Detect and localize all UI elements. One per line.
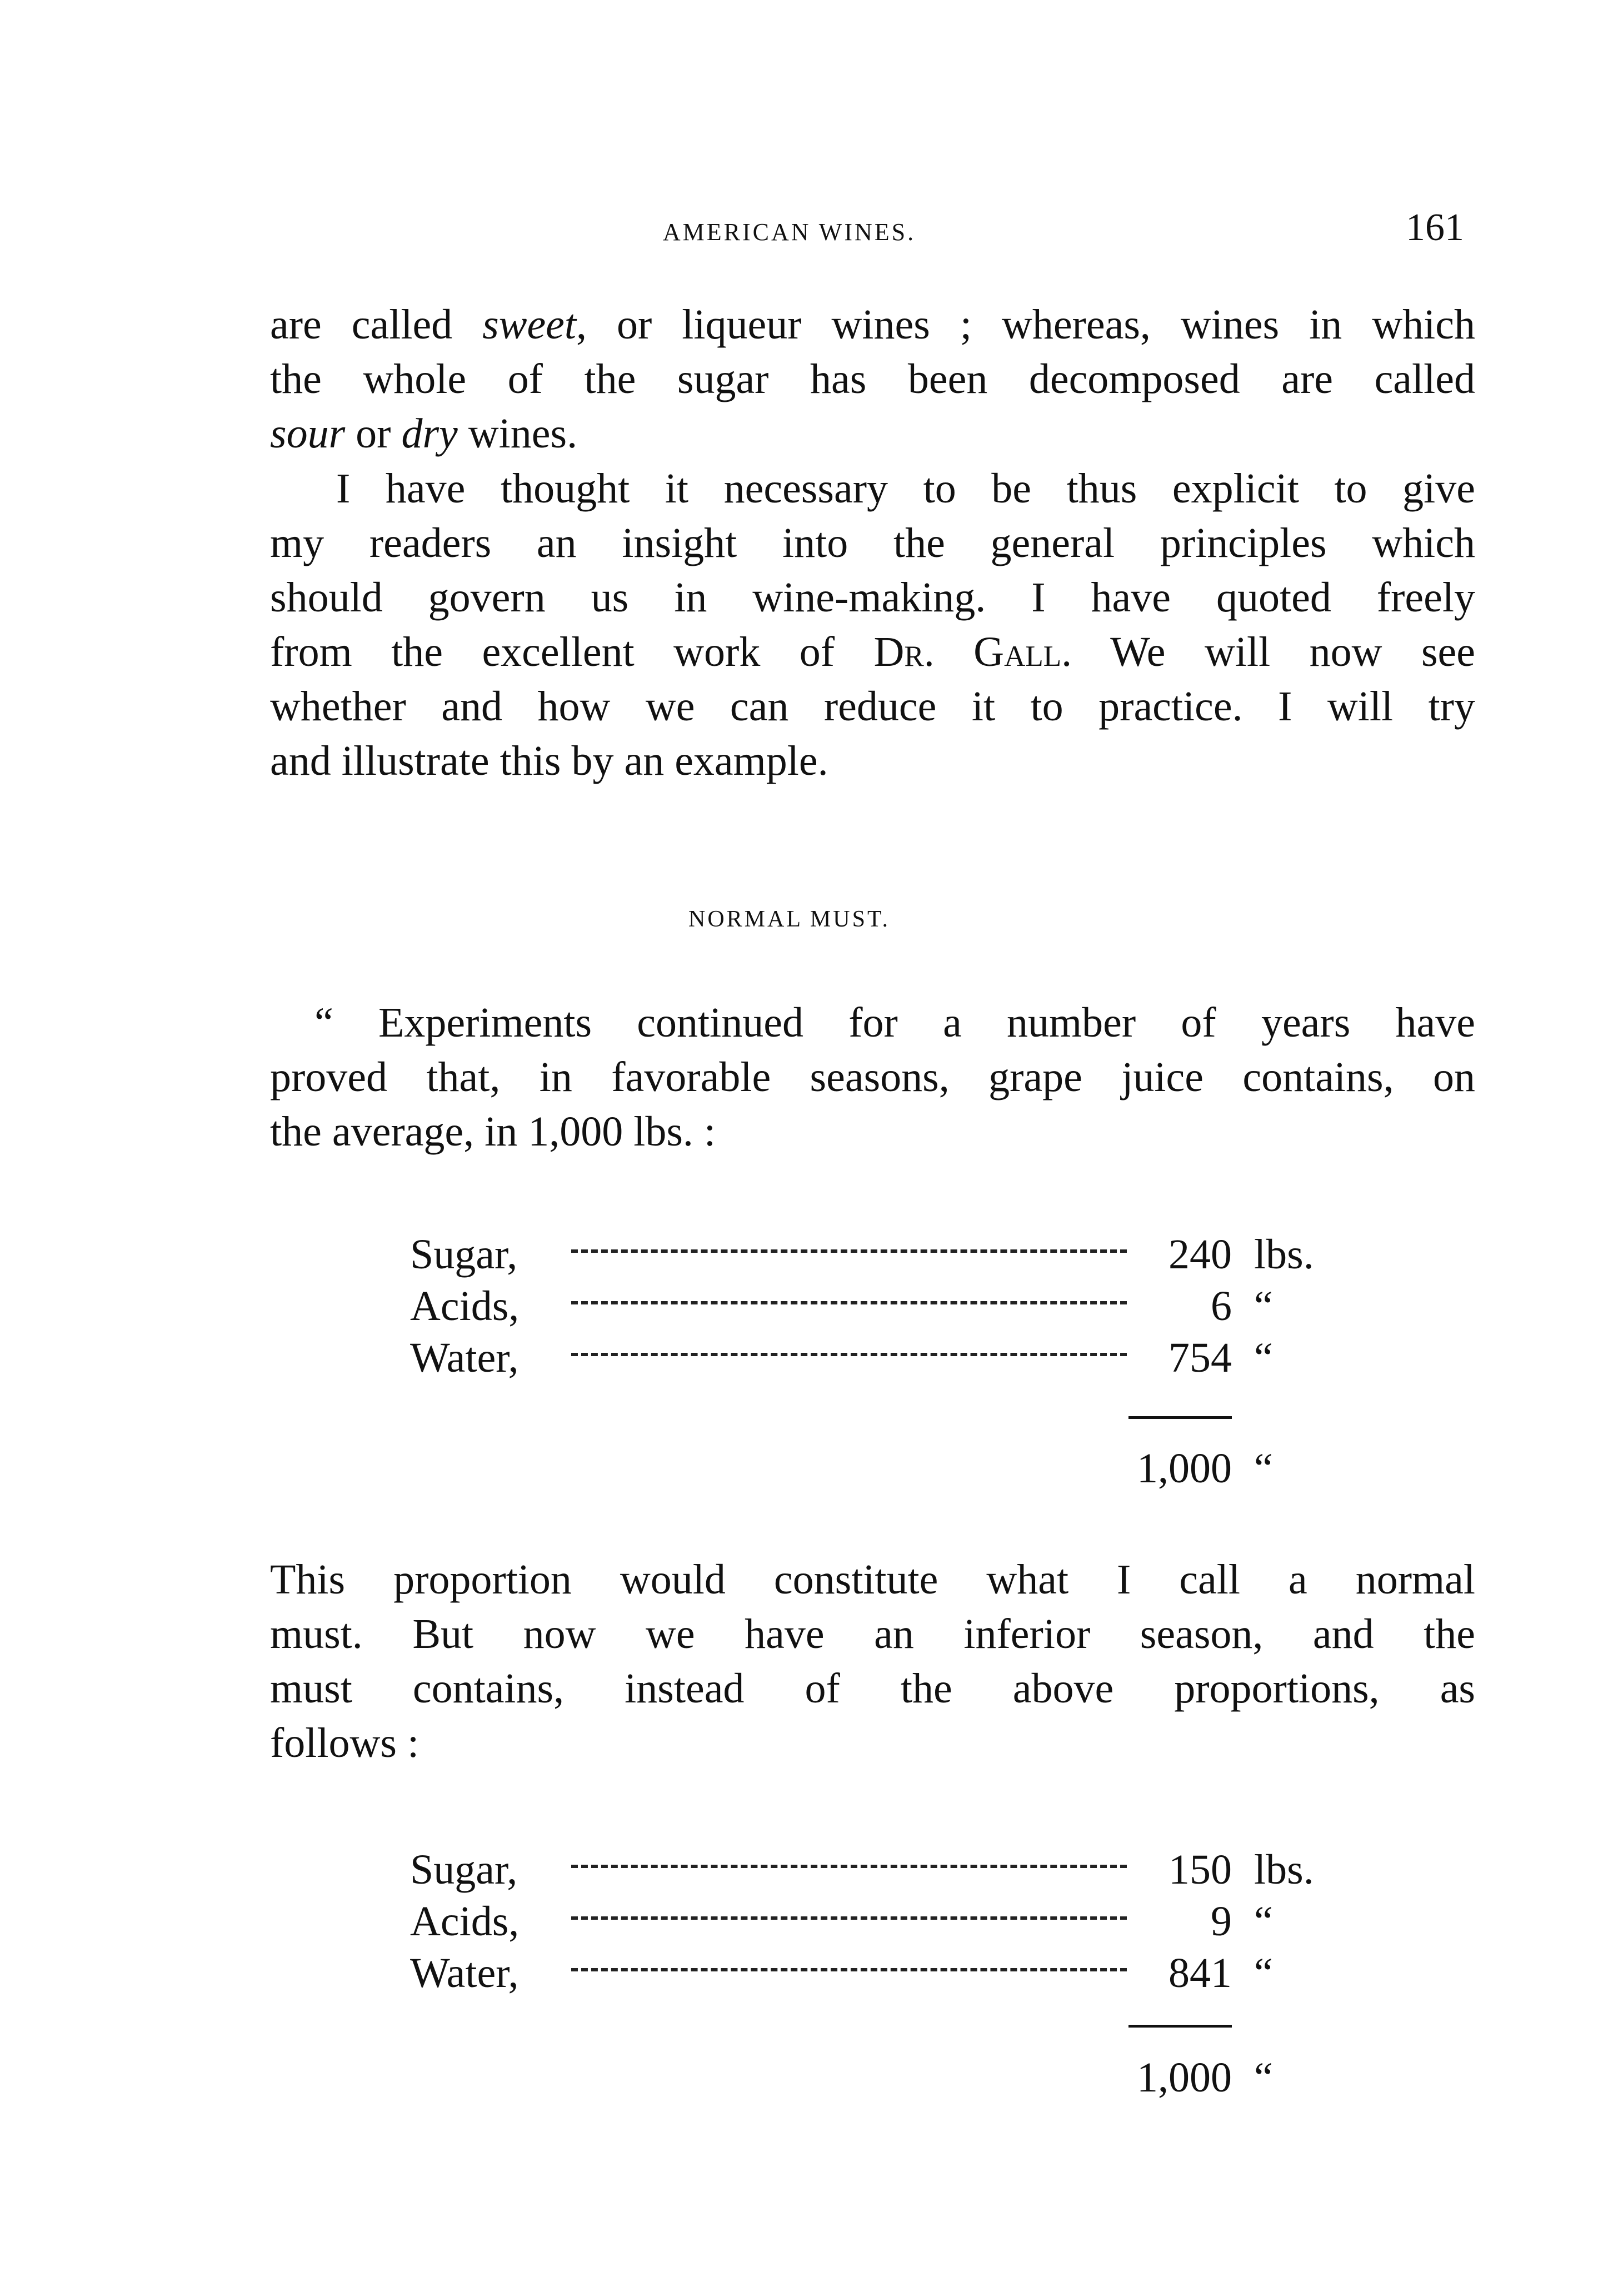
text-line: This proportion would constitute what I call a normal — [270, 1556, 1475, 1603]
total-value: 1,000 — [1137, 2054, 1232, 2101]
dot-leader — [571, 1301, 1127, 1304]
total-row — [410, 2050, 1355, 2105]
row-label: Water, — [410, 1334, 519, 1381]
row-unit: “ — [1254, 1334, 1273, 1381]
row-unit: lbs. — [1254, 1231, 1314, 1278]
text-line: sour or dry wines. — [270, 410, 578, 457]
row-unit: lbs. — [1254, 1846, 1314, 1893]
text-line: must contains, instead of the above proportions, as — [270, 1665, 1475, 1712]
table-row — [410, 1946, 1355, 2000]
dot-leader — [571, 1916, 1127, 1920]
text-line: the average, in 1,000 lbs. : — [270, 1108, 716, 1155]
text-line: from the excellent work of Dr. Gall. We will now see — [270, 629, 1475, 675]
table-row — [410, 1279, 1355, 1333]
sum-rule — [1128, 2025, 1232, 2028]
dot-leader — [571, 1968, 1127, 1971]
dot-leader — [571, 1249, 1127, 1253]
row-label: Acids, — [410, 1898, 520, 1945]
text-line: proved that, in favorable seasons, grape juice contains, on — [270, 1054, 1475, 1100]
row-label: Sugar, — [410, 1231, 518, 1278]
running-title: AMERICAN WINES. — [662, 218, 916, 246]
row-label: Sugar, — [410, 1846, 518, 1893]
text-line: “ Experiments continued for a number of years have — [314, 999, 1475, 1046]
text-line: should govern us in wine-making. I have quoted freely — [270, 574, 1475, 621]
section-heading: NORMAL MUST. — [688, 907, 891, 932]
row-unit: “ — [1254, 1283, 1273, 1329]
page-number: 161 — [1406, 206, 1464, 249]
dot-leader — [571, 1865, 1127, 1868]
row-label: Water, — [410, 1950, 519, 1996]
row-value: 841 — [1168, 1950, 1232, 1996]
total-unit: “ — [1254, 2054, 1273, 2101]
total-unit: “ — [1254, 1445, 1273, 1492]
table-row — [410, 1894, 1355, 1949]
row-value: 754 — [1168, 1334, 1232, 1381]
text-line: my readers an insight into the general principles which — [270, 520, 1475, 566]
text-line: follows : — [270, 1720, 420, 1766]
text-line: are called sweet, or liqueur wines ; whereas, wines in which — [270, 301, 1475, 348]
row-unit: “ — [1254, 1950, 1273, 1996]
text-line: I have thought it necessary to be thus explicit to give — [336, 465, 1475, 512]
text-line: must. But now we have an inferior season, and the — [270, 1611, 1475, 1657]
text-line: the whole of the sugar has been decomposed are called — [270, 356, 1475, 402]
total-value: 1,000 — [1137, 1445, 1232, 1492]
total-row — [410, 1441, 1355, 1496]
row-label: Acids, — [410, 1283, 520, 1329]
row-value: 9 — [1211, 1898, 1232, 1945]
row-unit: “ — [1254, 1898, 1273, 1945]
row-value: 6 — [1211, 1283, 1232, 1329]
dot-leader — [571, 1353, 1127, 1356]
table-row — [410, 1227, 1355, 1282]
row-value: 150 — [1168, 1846, 1232, 1893]
row-value: 240 — [1168, 1231, 1232, 1278]
table-row — [410, 1842, 1355, 1897]
text-line: whether and how we can reduce it to practice. I will try — [270, 683, 1475, 730]
table-row — [410, 1331, 1355, 1385]
text-line: and illustrate this by an example. — [270, 738, 828, 784]
sum-rule — [1128, 1416, 1232, 1419]
